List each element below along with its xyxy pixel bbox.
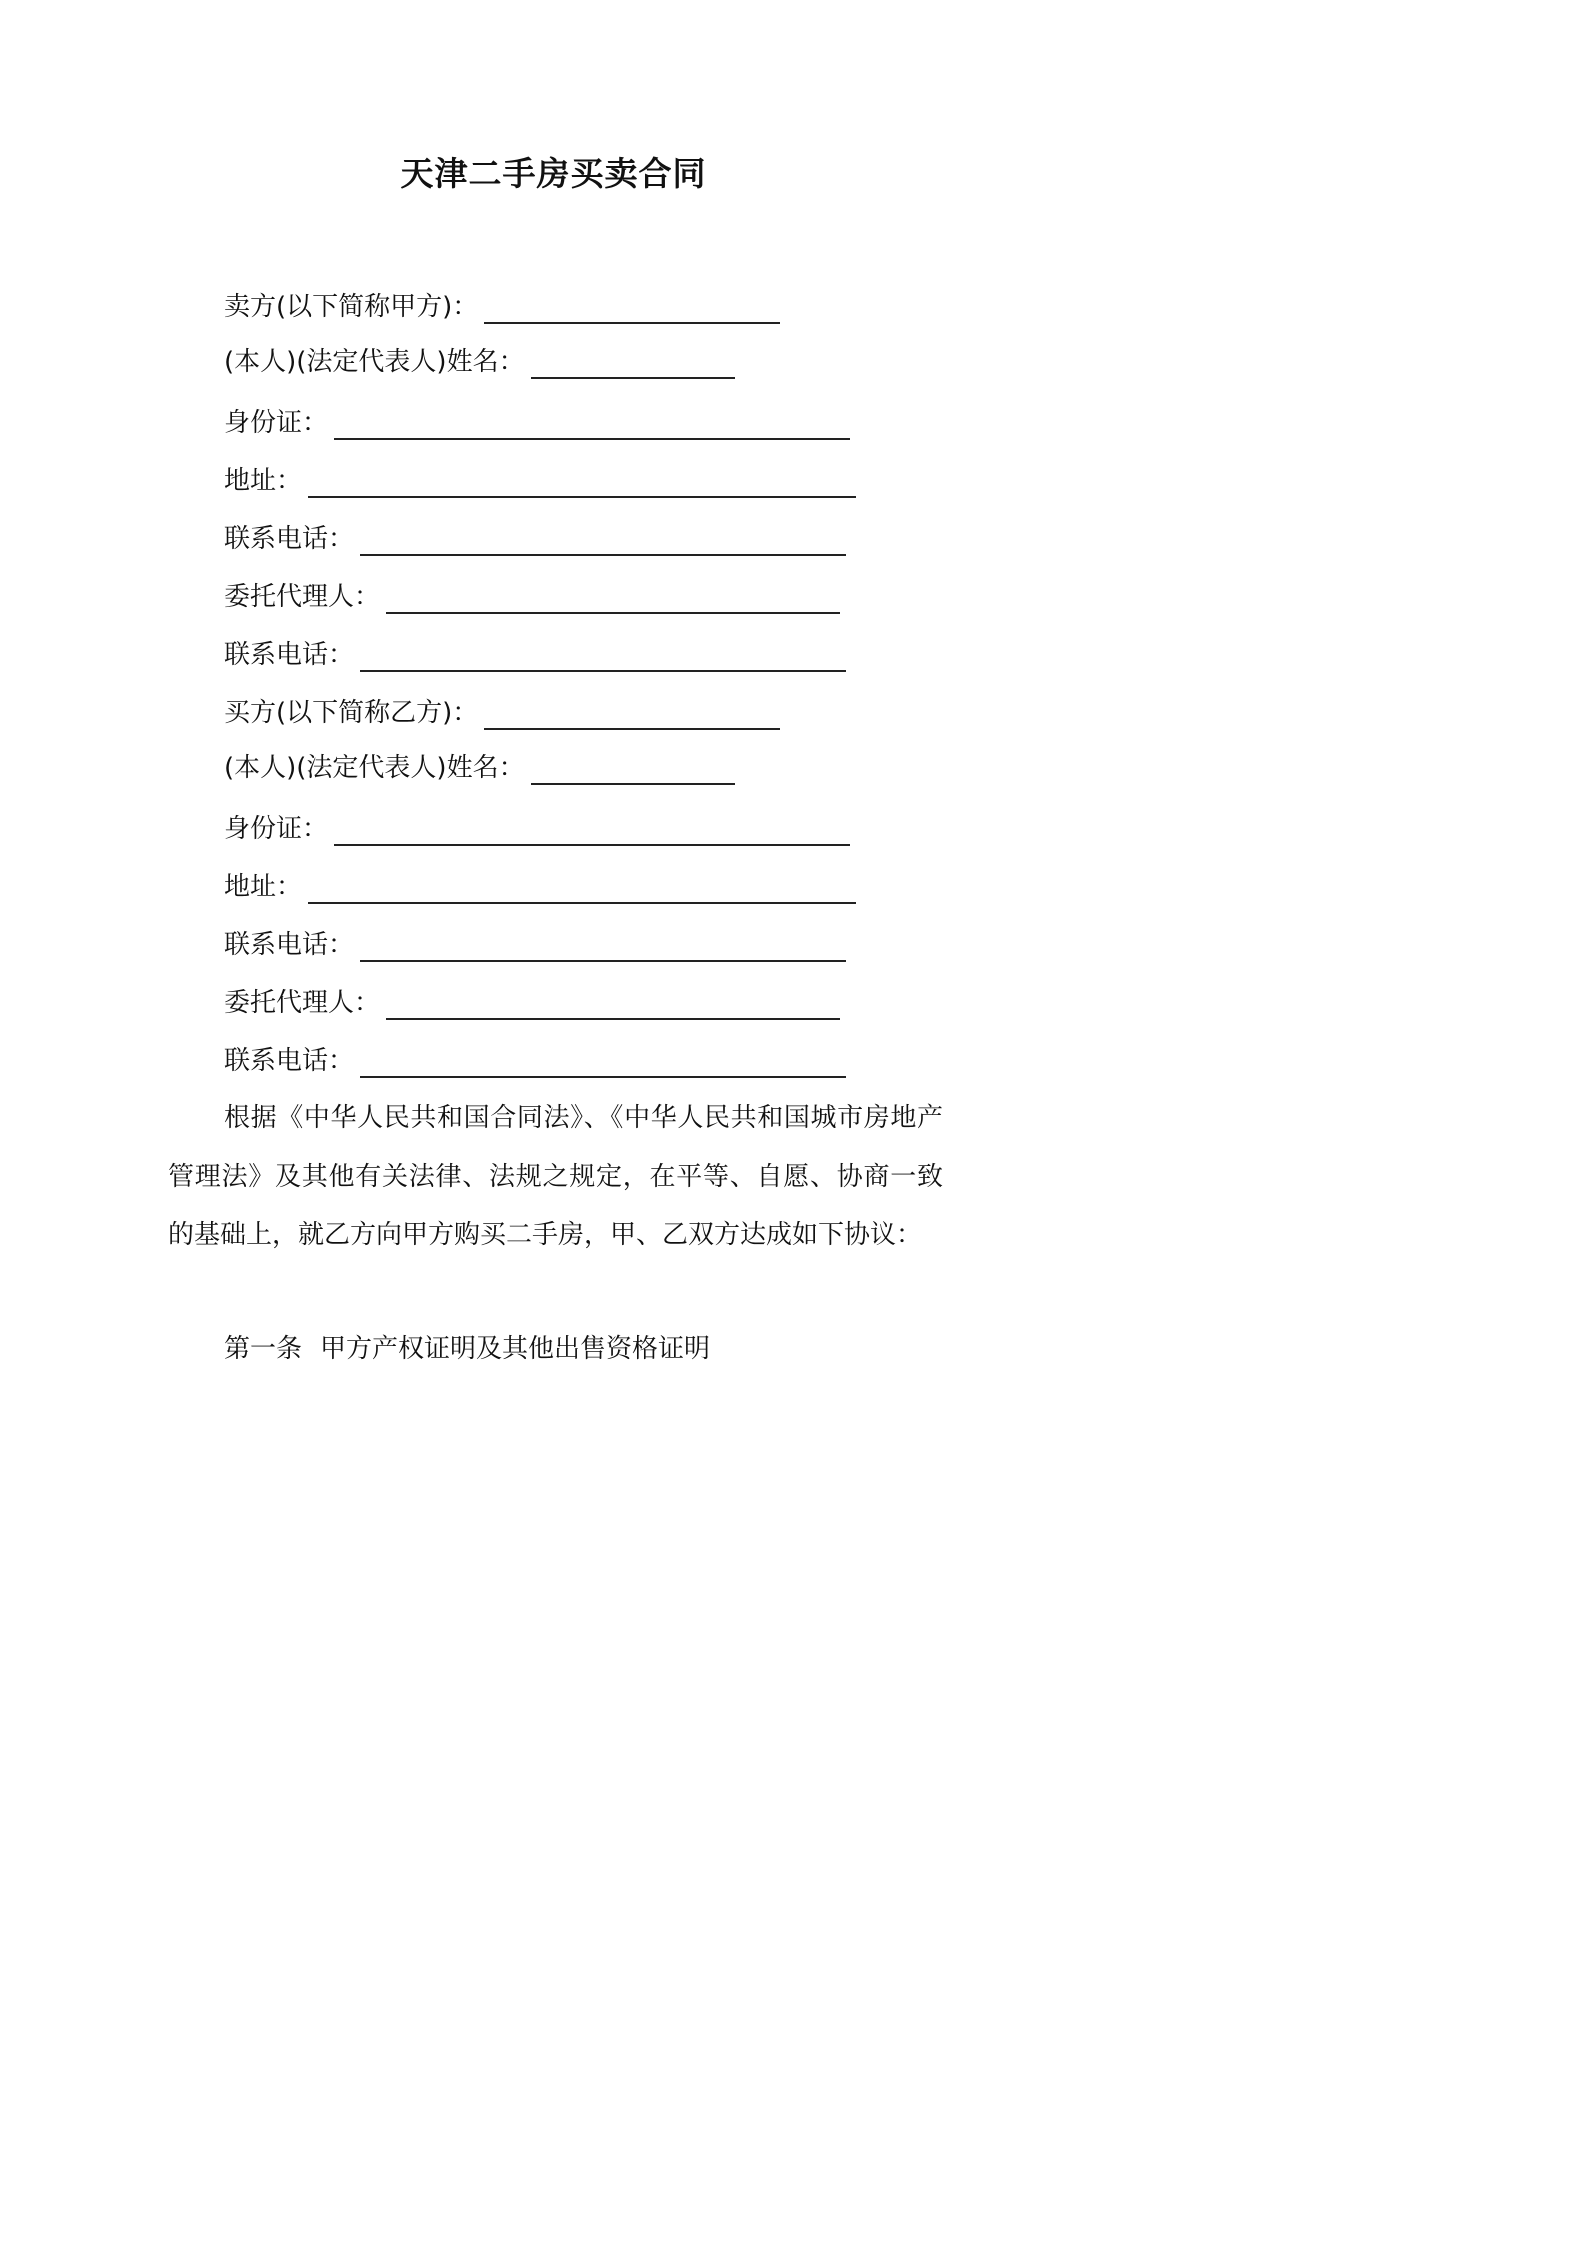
article-1-heading xyxy=(224,1332,710,1366)
fill-in-blank[interactable] xyxy=(386,586,840,614)
field-label: 联系电话： xyxy=(224,524,355,554)
fill-in-blank[interactable] xyxy=(360,528,846,556)
buyer-id-field xyxy=(224,812,850,846)
seller-phone-field xyxy=(224,522,846,556)
seller-agent-phone-field xyxy=(224,638,846,672)
seller-agent-field xyxy=(224,580,840,614)
document-title: 天津二手房买卖合同 xyxy=(400,154,707,193)
buyer-address-field xyxy=(224,870,856,904)
fill-in-blank[interactable] xyxy=(360,644,846,672)
buyer-field xyxy=(224,696,780,730)
fill-in-blank[interactable] xyxy=(360,934,846,962)
article-number: 第一条 xyxy=(224,1334,303,1364)
seller-name-field xyxy=(224,345,735,379)
fill-in-blank[interactable] xyxy=(386,992,840,1020)
field-label: 委托代理人： xyxy=(224,988,381,1018)
buyer-phone-field xyxy=(224,928,846,962)
seller-field xyxy=(224,290,780,324)
buyer-name-field xyxy=(224,751,735,785)
buyer-agent-phone-field xyxy=(224,1044,846,1078)
field-label: (本人)(法定代表人)姓名： xyxy=(224,347,525,377)
fill-in-blank[interactable] xyxy=(334,412,850,440)
fill-in-blank[interactable] xyxy=(484,702,780,730)
field-label: (本人)(法定代表人)姓名： xyxy=(224,753,525,783)
fill-in-blank[interactable] xyxy=(308,470,856,498)
fill-in-blank[interactable] xyxy=(360,1050,846,1078)
fill-in-blank[interactable] xyxy=(484,296,780,324)
fill-in-blank[interactable] xyxy=(308,876,856,904)
field-label: 身份证： xyxy=(224,814,329,844)
field-label: 地址： xyxy=(224,872,303,902)
contract-page xyxy=(0,0,1107,1565)
fill-in-blank[interactable] xyxy=(334,818,850,846)
field-label: 联系电话： xyxy=(224,640,355,670)
seller-id-field xyxy=(224,406,850,440)
field-label: 地址： xyxy=(224,466,303,496)
field-label: 身份证： xyxy=(224,408,329,438)
fill-in-blank[interactable] xyxy=(531,351,735,379)
preamble-paragraph: 根据《中华人民共和国合同法》、《中华人民共和国城市房地产管理法》及其他有关法律、法规之规定，在平等、自愿、协商一致的基础上，就乙方向甲方购买二手房，甲、乙双方达成如下协议： xyxy=(168,1103,943,1250)
field-label: 委托代理人： xyxy=(224,582,381,612)
fill-in-blank[interactable] xyxy=(531,757,735,785)
article-title: 甲方产权证明及其他出售资格证明 xyxy=(320,1334,711,1364)
buyer-agent-field xyxy=(224,986,840,1020)
field-label: 联系电话： xyxy=(224,1046,355,1076)
seller-address-field xyxy=(224,464,856,498)
field-label: 卖方(以下简称甲方)： xyxy=(224,292,479,322)
field-label: 联系电话： xyxy=(224,930,355,960)
field-label: 买方(以下简称乙方)： xyxy=(224,698,479,728)
